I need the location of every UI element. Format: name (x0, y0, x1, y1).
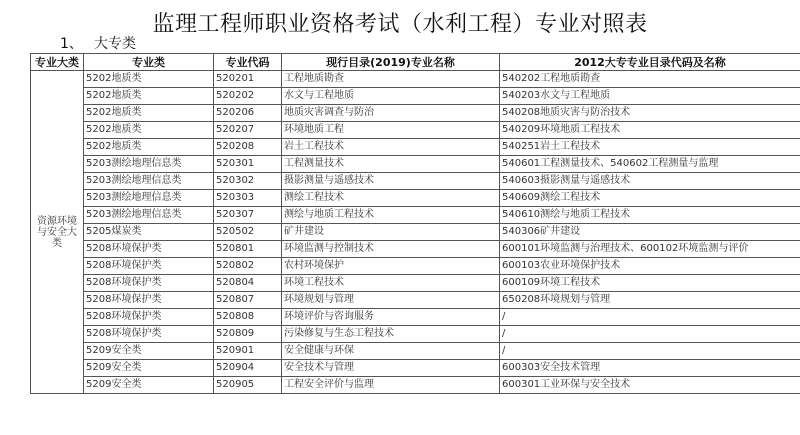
major-name-cell: 岩土工程技术 (282, 139, 500, 156)
major-class-cell: 5205煤炭类 (84, 224, 214, 241)
major-name-cell: 环境评价与咨询服务 (282, 309, 500, 326)
major-code-cell: 520904 (214, 360, 282, 377)
old-code-name-cell: 650208环境规划与管理 (500, 292, 800, 309)
major-code-cell: 520301 (214, 156, 282, 173)
major-code-cell: 520807 (214, 292, 282, 309)
major-class-cell: 5208环境保护类 (84, 258, 214, 275)
major-class-cell: 5202地质类 (84, 122, 214, 139)
major-category-cell: 资源环境与安全大类 (31, 71, 84, 394)
major-class-cell: 5208环境保护类 (84, 309, 214, 326)
major-class-cell: 5203测绘地理信息类 (84, 190, 214, 207)
major-name-cell: 工程测量技术 (282, 156, 500, 173)
major-class-cell: 5208环境保护类 (84, 326, 214, 343)
table-row (31, 224, 800, 241)
major-name-cell: 安全技术与管理 (282, 360, 500, 377)
old-code-name-cell: 600301工业环保与安全技术 (500, 377, 800, 394)
major-class-cell: 5203测绘地理信息类 (84, 156, 214, 173)
major-class-cell: 5208环境保护类 (84, 275, 214, 292)
major-code-cell: 520808 (214, 309, 282, 326)
major-class-cell: 5202地质类 (84, 88, 214, 105)
major-name-cell: 地质灾害调查与防治 (282, 105, 500, 122)
table-row (31, 326, 800, 343)
major-name-cell: 测绘与地质工程技术 (282, 207, 500, 224)
major-code-cell: 520307 (214, 207, 282, 224)
old-code-name-cell: / (500, 309, 800, 326)
table-row (31, 88, 800, 105)
table-row (31, 207, 800, 224)
document-title: 监理工程师职业资格考试（水利工程）专业对照表 (152, 12, 648, 37)
major-class-cell: 5203测绘地理信息类 (84, 173, 214, 190)
old-code-name-cell: / (500, 343, 800, 360)
major-name-cell: 环境工程技术 (282, 275, 500, 292)
old-code-name-cell: 540610测绘与地质工程技术 (500, 207, 800, 224)
old-code-name-cell: 540208地质灾害与防治技术 (500, 105, 800, 122)
major-name-cell: 农村环境保护 (282, 258, 500, 275)
table-body (31, 71, 800, 394)
major-name-cell: 水文与工程地质 (282, 88, 500, 105)
major-code-cell: 520801 (214, 241, 282, 258)
major-class-cell: 5209安全类 (84, 377, 214, 394)
major-name-cell: 污染修复与生态工程技术 (282, 326, 500, 343)
major-code-cell: 520207 (214, 122, 282, 139)
major-code-cell: 520802 (214, 258, 282, 275)
table-row (31, 258, 800, 275)
old-code-name-cell: 600101环境监测与治理技术、600102环境监测与评价 (500, 241, 800, 258)
table-row (31, 360, 800, 377)
old-code-name-cell: 540209环境地质工程技术 (500, 122, 800, 139)
old-code-name-cell: 540251岩土工程技术 (500, 139, 800, 156)
major-class-cell: 5202地质类 (84, 105, 214, 122)
old-code-name-cell: / (500, 326, 800, 343)
table-row (31, 377, 800, 394)
major-name-cell: 环境监测与控制技术 (282, 241, 500, 258)
major-name-cell: 摄影测量与遥感技术 (282, 173, 500, 190)
table-row (31, 173, 800, 190)
old-code-name-cell: 600303安全技术管理 (500, 360, 800, 377)
old-code-name-cell: 540609测绘工程技术 (500, 190, 800, 207)
major-code-cell: 520202 (214, 88, 282, 105)
major-comparison-table (30, 53, 800, 394)
header-2012-code-and-name: 2012大专专业目录代码及名称 (500, 54, 800, 71)
major-code-cell: 520502 (214, 224, 282, 241)
header-current-major-name: 现行目录(2019)专业名称 (282, 54, 500, 71)
old-code-name-cell: 540603摄影测量与遥感技术 (500, 173, 800, 190)
major-name-cell: 环境地质工程 (282, 122, 500, 139)
header-major-category: 专业大类 (31, 54, 84, 71)
major-class-cell: 5208环境保护类 (84, 292, 214, 309)
table-row (31, 190, 800, 207)
table-row (31, 292, 800, 309)
major-code-cell: 520201 (214, 71, 282, 88)
old-code-name-cell: 540203水文与工程地质 (500, 88, 800, 105)
major-code-cell: 520303 (214, 190, 282, 207)
major-code-cell: 520809 (214, 326, 282, 343)
header-major-code: 专业代码 (214, 54, 282, 71)
major-class-cell: 5203测绘地理信息类 (84, 207, 214, 224)
major-name-cell: 矿井建设 (282, 224, 500, 241)
major-code-cell: 520804 (214, 275, 282, 292)
old-code-name-cell: 600103农业环境保护技术 (500, 258, 800, 275)
table-row (31, 156, 800, 173)
major-class-cell: 5209安全类 (84, 343, 214, 360)
major-code-cell: 520208 (214, 139, 282, 156)
major-name-cell: 工程安全评价与监理 (282, 377, 500, 394)
old-code-name-cell: 540306矿井建设 (500, 224, 800, 241)
major-name-cell: 工程地质勘查 (282, 71, 500, 88)
major-class-cell: 5202地质类 (84, 139, 214, 156)
old-code-name-cell: 600109环境工程技术 (500, 275, 800, 292)
table-row (31, 122, 800, 139)
table-row (31, 309, 800, 326)
major-code-cell: 520905 (214, 377, 282, 394)
major-class-cell: 5202地质类 (84, 71, 214, 88)
table-header-row (31, 54, 800, 71)
table-row (31, 275, 800, 292)
table-row (31, 139, 800, 156)
table-row (31, 343, 800, 360)
major-code-cell: 520206 (214, 105, 282, 122)
old-code-name-cell: 540202工程地质勘查 (500, 71, 800, 88)
section-heading (60, 36, 136, 52)
section-number: 1、 (60, 36, 83, 52)
major-name-cell: 测绘工程技术 (282, 190, 500, 207)
header-major-class: 专业类 (84, 54, 214, 71)
major-code-cell: 520302 (214, 173, 282, 190)
table-row (31, 105, 800, 122)
major-class-cell: 5209安全类 (84, 360, 214, 377)
table-row (31, 71, 800, 88)
table-row (31, 241, 800, 258)
major-class-cell: 5208环境保护类 (84, 241, 214, 258)
section-title: 大专类 (94, 36, 136, 52)
old-code-name-cell: 540601工程测量技术、540602工程测量与监理 (500, 156, 800, 173)
major-code-cell: 520901 (214, 343, 282, 360)
major-name-cell: 安全健康与环保 (282, 343, 500, 360)
major-name-cell: 环境规划与管理 (282, 292, 500, 309)
